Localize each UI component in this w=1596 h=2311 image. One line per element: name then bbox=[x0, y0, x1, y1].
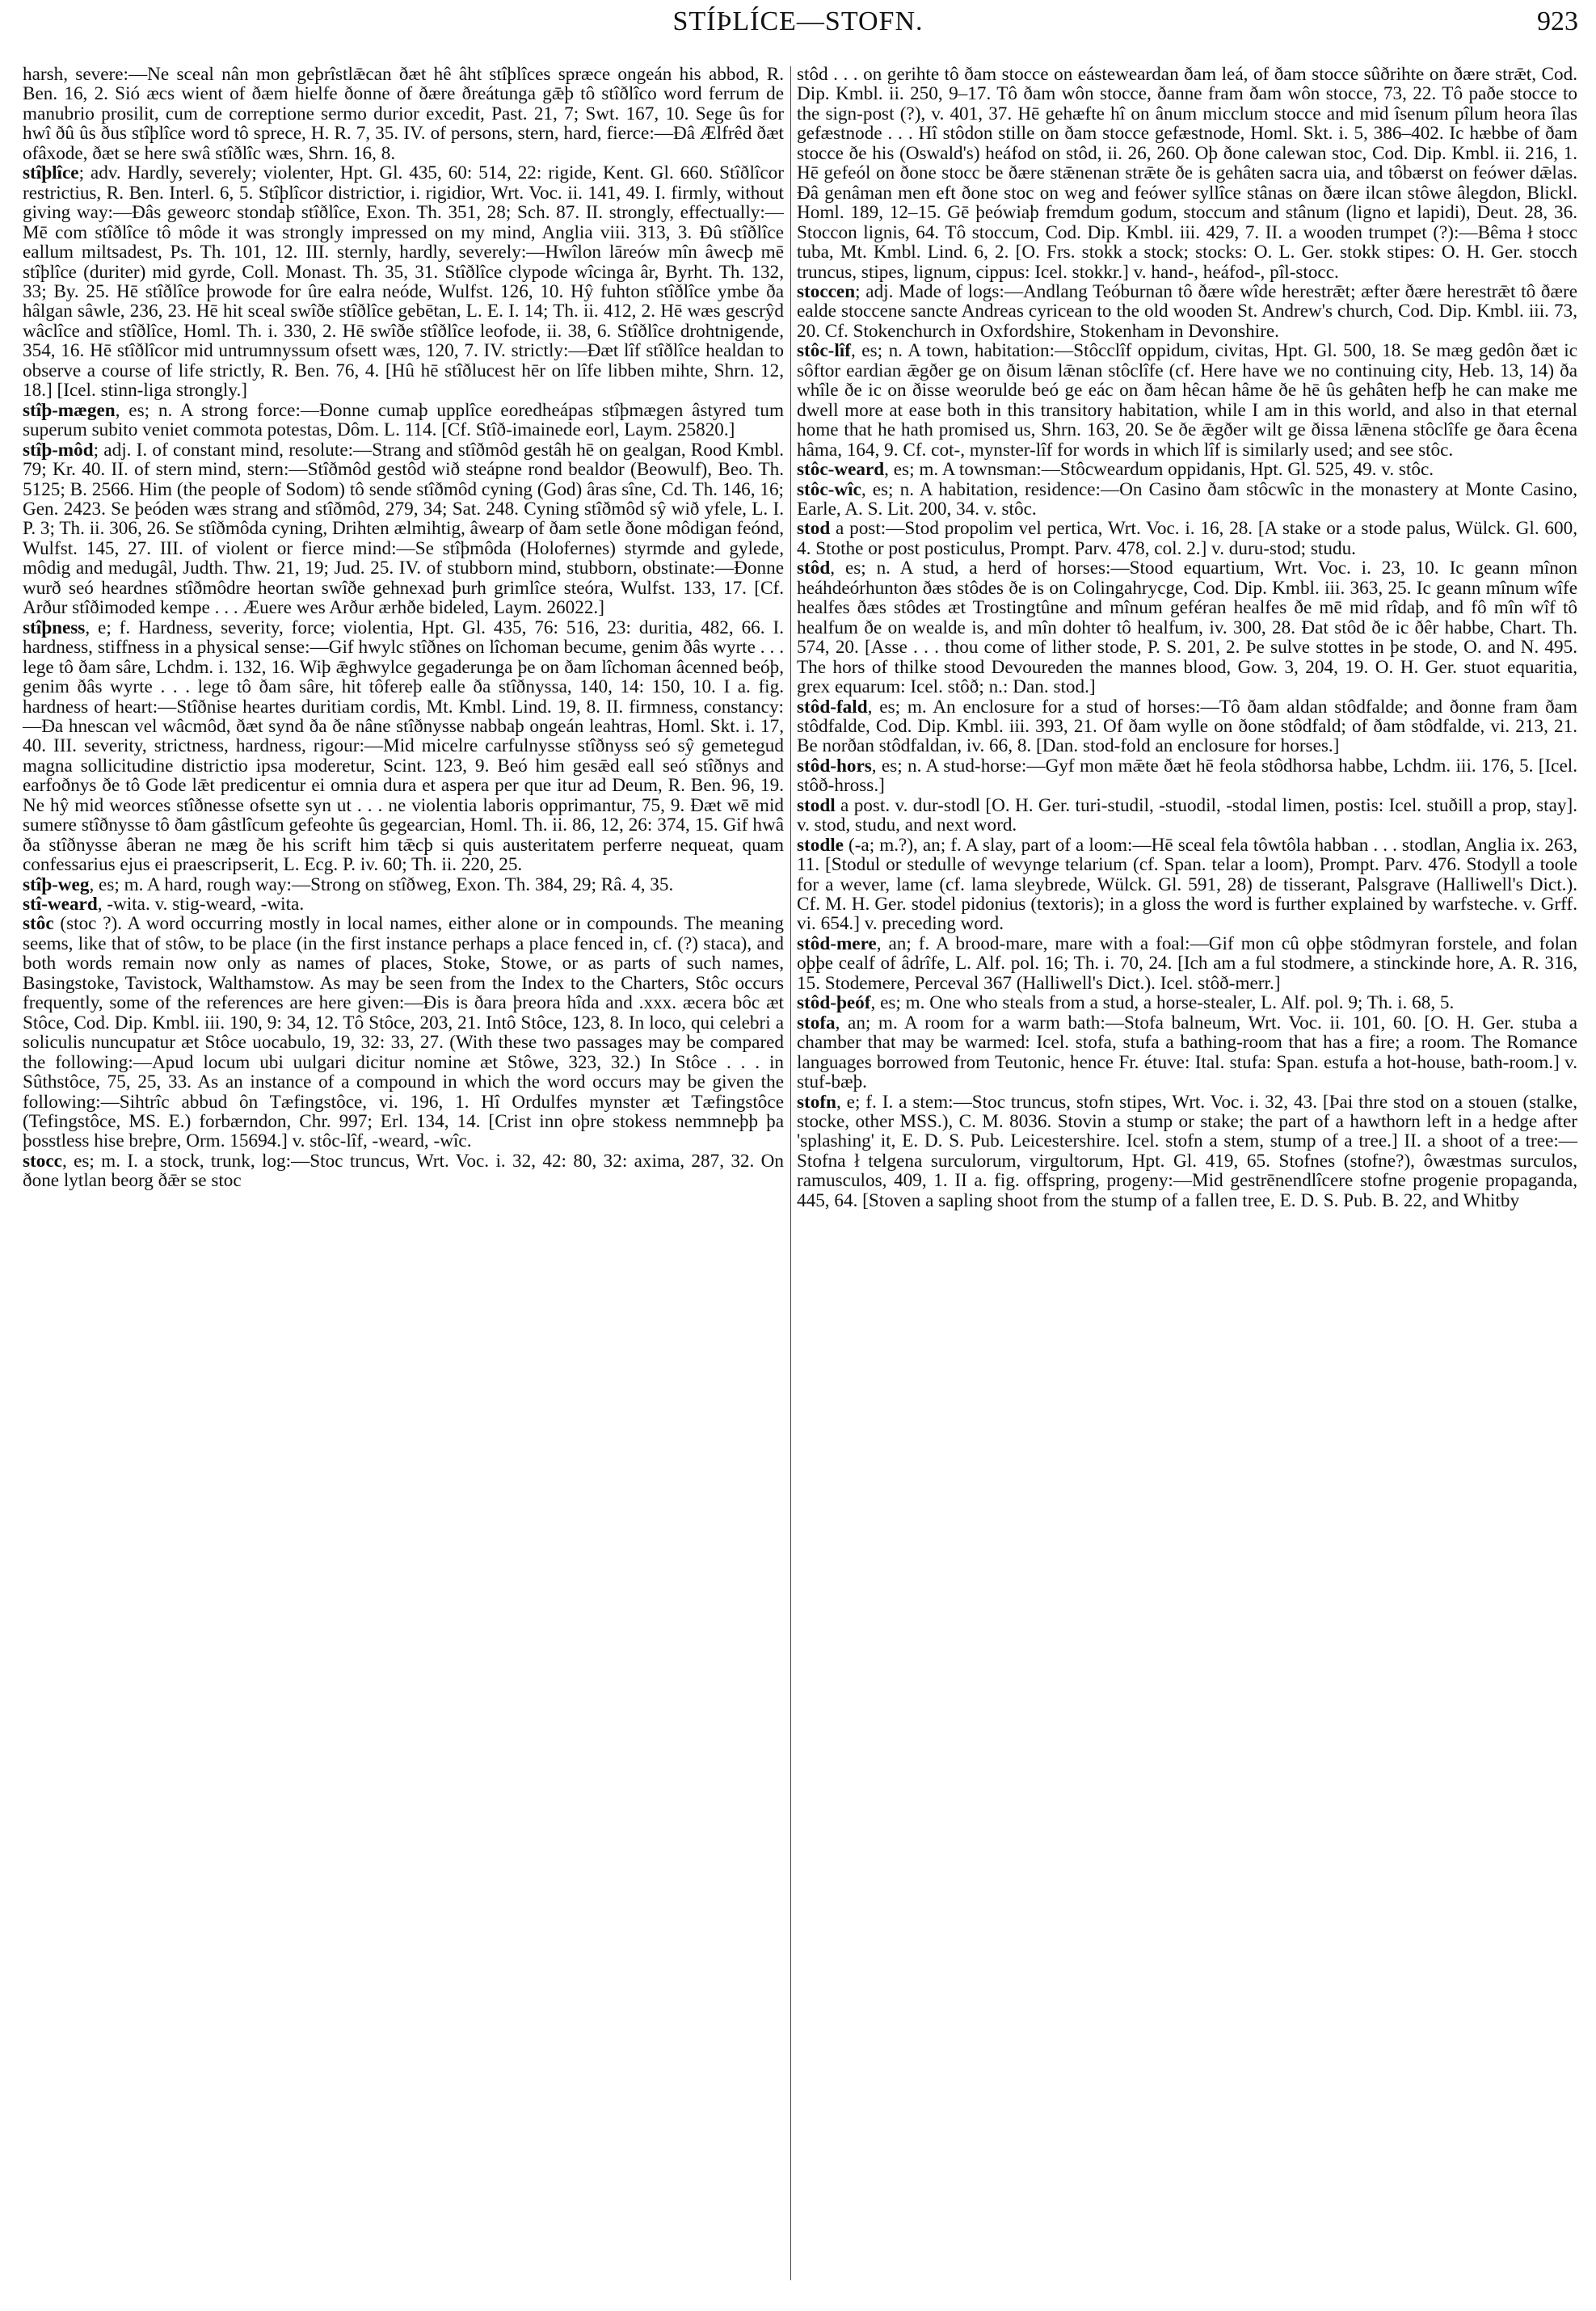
entry-headword: stî-weard bbox=[23, 894, 98, 916]
dictionary-entry bbox=[23, 65, 784, 163]
entry-headword: stôd-þeóf bbox=[797, 992, 871, 1014]
entry-body: stôd . . . on gerihte tô ðam stocce on eásteweardan ðam leá, of ðam stocce sûðrihte on ðære strǣt, Cod. Dip. Kmbl. ii. 250, 9–17. Tô ðam wôn stocce, ðanne fram ðam wôn stocce, 73, 22. Tô paðe stocce to the sign-post (?), v. 401, 37. Hē gehæfte hî on ânum micclum stocce and mid îsenum pîlum heora îlas gefæstnode . . . Hî stôdon stille on ðam stocce gefæstnode, Homl. Skt. i. 5, 386–402. Ic hæbbe of ðam stocce ðe his (Oswald's) heáfod on stôd, ii. 26, 260. Oþ ðone calewan stoc, Cod. Dip. Kmbl. ii. 216, 1. Hē gefeól on ðone stocc be ðære stǣnenan strǣte ðe is gehâten sacra uia, and tôbærst on feówer dǣlas. Ðâ genâman men eft ðone stoc on weg and feówer syllîce stânas on ðære ilcan stôwe âlegdon, Blickl. Homl. 189, 12–15. Gē þeówiaþ fremdum godum, stoccum and stânum (ligno et lapidi), Deut. 28, 36. Stoccon lignis, 64. Tô stoccum, Cod. Dip. Kmbl. iii. 429, 7. II. a wooden trumpet (?):—Bêma ł stocc tuba, Mt. Kmbl. Lind. 6, 2. [O. Frs. stokk a stock; stocks: O. L. Ger. stokk stipes: O. H. Ger. stocch truncus, stipes, lignum, cippus: Icel. stokkr.] v. hand-, heáfod-, pîl-stocc. bbox=[797, 64, 1577, 283]
entry-body: ; adj. I. of constant mind, resolute:—Strang and stîðmôd gestâh hē on gealgan, Rood Kmbl. 79; Kr. 40. II. of stern mind, stern:—Stîðmôd gestôd wið steápne rond bealdor (Beowulf), Beo. Th. 5125; B. 2566. Him (the people of Sodom) tô sende stîðmôd cyning (God) âras sîne, Cd. Th. 146, 16; Gen. 2423. Se þeóden wæs strang and stîðmôd, 279, 34; Sat. 248. Cyning stîðmôd sŷ wið yfele, L. I. P. 3; Th. ii. 306, 26. Se stîðmôda cyning, Drihten ælmihtig, âwearp of ðam setle ðone môdigan feónd, Wulfst. 145, 27. III. of violent or fierce mind:—Se stîþmôda (Holofernes) styrmde and gylede, môdig and medugâl, Judth. Thw. 21, 19; Jud. 25. IV. of stubborn mind, stubborn, obstinate:—Ðonne wurð seó heardnes stîðmôdre heortan swîðe gehnexad þurh grimlîce steóra, Wulfst. 133, 17. [Cf. Arður stîðimoded kempe . . . Æuere wes Arður ærhðe bideled, Laym. 26022.] bbox=[23, 439, 784, 619]
entry-body: , es; n. A town, habitation:—Stôcclîf oppidum, civitas, Hpt. Gl. 500, 18. Se mæg gedôn ðæt ic sôftor eardian ǣgðer ge on ðisum lǣnan stôclîfe (cf. Here have we no continuing city, Heb. 13, 14) ða whîle ðe ic on ðisse weorulde beó ge eác on ðam hêcan hâme ðe hē ûs gehâten hefþ he can make me dwell more at ease both in this transitory habitation, while I am in this world, and also in that eternal home that he hath promised us, Shrn. 163, 20. Se ðe ǣgðer wilt ge ðissa lǣnena stôclîfe ge ðara êcena hâma, 164, 9. Cf. cot-, mynster-lîf for words in which lîf is similarly used; and see stôc. bbox=[797, 340, 1577, 461]
dictionary-entry bbox=[797, 836, 1577, 934]
dictionary-entry bbox=[797, 697, 1577, 756]
dictionary-entry bbox=[23, 618, 784, 875]
entry-body: , es; n. A stud, a herd of horses:—Stood equartium, Wrt. Voc. i. 23, 10. Ic geann mînon heáhdeórhunton ðæs stôdes ðe is on Colingahrycge, Cod. Dip. Kmbl. iii. 363, 25. Ic geann mînum wîfe healfes ðæs stôdes æt Trostingtûne and mînum geféran healfes ðe mē mid rîdaþ, and fô mîn wîf tô healfum ðe on wealde is, and mîn dohter tô healfum, iv. 300, 28. Ðat stôd ðe ic ðêr habbe, Chart. Th. 574, 20. [Asse . . . thou come of lither stode, P. S. 201, 2. Þe sulve stottes in þe stode, O. and N. 495. The hors of thilke stood Devoureden the mannes blood, Gow. 3, 204, 19. O. H. Ger. stuot equaritia, grex equarum: Icel. stôð; n.: Dan. stod.] bbox=[797, 558, 1577, 698]
dictionary-entry bbox=[23, 914, 784, 1151]
entry-body: , es; n. A stud-horse:—Gyf mon mǣte ðæt hē feola stôdhorsa habbe, Lchdm. iii. 176, 5. [Icel. stôð-hross.] bbox=[797, 755, 1577, 797]
entry-body: (-a; m.?), an; f. A slay, part of a loom:—Hē sceal fela tôwtôla habban . . . stodlan, Anglia ix. 263, 11. [Stodul or stedulle of wevynge telarium (cf. Span. telar a loom), Prompt. Parv. 476. Stodyll a toole for a wever, lame (cf. lama sleybrede, Wülck. Gl. 591, 28) de tisserant, Palsgrave (Halliwell's Dict.). Cf. M. H. Ger. stodel pidonius (textoris); in a gloss the word is further explained by warfsteche. v. Grff. vi. 654.] v. preceding word. bbox=[797, 834, 1577, 935]
entry-body: , es; n. A strong force:—Ðonne cumaþ upplîce eoredheápas stîþmægen âstyred tum superum subito veniet commota potestas, Dôm. L. 114. [Cf. Stîð-imainede eorl, Laym. 25820.] bbox=[23, 399, 784, 441]
left-column bbox=[23, 65, 784, 1191]
entry-headword: stîþ-mægen bbox=[23, 399, 116, 421]
entry-headword: stofa bbox=[797, 1012, 836, 1033]
entry-body: ; adj. Made of logs:—Andlang Teóburnan tô ðære wîde herestrǣt; æfter ðære herestrǣt tô ðære ealde stoccene sancte Andreas cyricean to the old wooden St. Andrew's church, Cod. Dip. Kmbl. iii. 73, 20. Cf. Stokenchurch in Oxfordshire, Stokenham in Devonshire. bbox=[797, 280, 1577, 342]
entry-headword: stôd-hors bbox=[797, 755, 872, 777]
entry-headword: stofn bbox=[797, 1091, 836, 1113]
entry-body: , -wita. v. stig-weard, -wita. bbox=[97, 894, 305, 916]
entry-body: a post. v. dur-stodl [O. H. Ger. turi-studil, -stuodil, -stodal limen, postis: Icel. stuðill a prop, stay]. v. stod, studu, and next word. bbox=[797, 794, 1577, 836]
entry-headword: stod bbox=[797, 518, 831, 540]
entry-body: , es; n. A habitation, residence:—On Casino ðam stôcwîc in the monastery at Monte Casino, Earle, A. S. Lit. 200, 34. v. stôc. bbox=[797, 478, 1577, 520]
entry-headword: stôc-wîc bbox=[797, 478, 861, 500]
entry-headword: stôc-lîf bbox=[797, 340, 851, 362]
dictionary-entry bbox=[797, 519, 1577, 558]
entry-headword: stoccen bbox=[797, 280, 856, 302]
dictionary-entry bbox=[23, 440, 784, 618]
entry-body: , es; m. One who steals from a stud, a horse-stealer, L. Alf. pol. 9; Th. i. 68, 5. bbox=[870, 992, 1455, 1014]
dictionary-entry bbox=[23, 1151, 784, 1191]
entry-headword: stîþ-môd bbox=[23, 439, 94, 461]
dictionary-entry bbox=[797, 341, 1577, 460]
entry-headword: stôd bbox=[797, 558, 831, 579]
entry-headword: stôc bbox=[23, 913, 54, 935]
dictionary-entry bbox=[797, 558, 1577, 697]
entry-body: (stoc ?). A word occurring mostly in local names, either alone or in compounds. The meaning seems, like that of stôw, to be place (in the first instance perhaps a place fenced in, cf. (?) staca), and both words remain now only as names of places, Stoke, Stowe, or as parts of such names, Basingstoke, Tavistock, Walthamstow. As may be seen from the Index to the Charters, Stôc occurs frequently, some of the references are here given:—Ðis is ðara þreora hîda and .xxx. æcera bôc æt Stôce, Cod. Dip. Kmbl. iii. 190, 9: 34, 12. Tô Stôce, 203, 21. Intô Stôce, 123, 8. In loco, qui celebri a soliculis nuncupatur æt Stôce uocabulo, 19, 32: 33, 27. (With these two passages may be compared the following:—Apud locum ubi uulgari dicitur nomine æt Stôwe, 323, 32.) In Stôce . . . in Sûthstôce, 75, 25, 33. As an instance of a compound in which the word occurs may be given the following:—Sihtrîc abbud ôn Tæfingstôce, vi. 196, 1. Hî Ordulfes mynster æt Tæfingstôce (Tefingstôce, MS. E.) forbærndon, Chr. 997; Erl. 134, 14. [Crist inn oþre stokess nemmneþþ þa þosstless hise breþre, Orm. 15694.] v. stôc-lîf, -weard, -wîc. bbox=[23, 913, 784, 1152]
entry-body: harsh, severe:—Ne sceal nân mon geþrîstlǣcan ðæt hê âht stîþlîces spræce ongeán his abbod, R. Ben. 16, 2. Sió æcs wient of ðæm hielfe ðonne of ðære ðreátunga gǣþ tô stîðlîco word ferrum de manubrio prosilit, cum de correptione sermo durior excedit, Past. 21, 7; Swt. 167, 10. Sege ûs for hwî ðû ûs ðus stîþlîce word tô sprece, H. R. 7, 35. IV. of persons, stern, hard, fierce:—Ðâ Ælfrêd ðæt ofâxode, ðæt se here swâ stîðlîc wæs, Shrn. 16, 8. bbox=[23, 64, 784, 164]
dictionary-entry bbox=[23, 401, 784, 440]
dictionary-entry bbox=[797, 993, 1577, 1012]
entry-body: , e; f. Hardness, severity, force; violentia, Hpt. Gl. 435, 76: 516, 23: duritia, 482, 66. I. hardness, stiffness in a physical sense:—Gif hwylc stîðnes on lîchoman becume, genim ðâs wyrte . . . lege tô ðam sâre, Lchdm. i. 132, 16. Wiþ ǣghwylce gegaderunga þe on ðam lîchoman âcenned beóþ, genim ðâs wyrte . . . lege tô ðam sâre, hit tôfereþ ealle ða stîðnyssa, 140, 14: 150, 10. I a. fig. hardness of heart:—Stîðnise heartes duritiam cordis, Mt. Kmbl. Lind. 19, 8. II. firmness, constancy:—Ða hnescan vel wâcmôd, ðæt synd ða ðe nâne stîðnysse nabbaþ ongeán leahtras, Homl. Skt. i. 17, 40. III. severity, strictness, hardness, rigour:—Mid micelre carfulnysse stîðnyss seó sŷ gemetegud magna sollicitudine districtio ipsa moderetur, Scint. 123, 9. Beó him gesǣd eall seó stîðnys and earfoðnys ðe tô Gode lǣt predicentur ei omnia dura et aspera per que itur ad Deum, R. Ben. 96, 19. Ne hŷ mid weorces stîðnesse ofsette syn ut . . . ne violentia laboris opprimantur, 75, 9. Ðæt wē mid sumere stîðnysse tô ðam gâstlîcum gefeohte ûs gegearcian, Homl. Th. ii. 86, 12, 26: 374, 15. Gif hwâ ða stîðnysse âberan ne mæg ðe his scrift him tǣcþ si quis austeritatem perferre nequeat, quam confessarius ejus ei praescripserit, L. Ecg. P. iv. 60; Th. ii. 220, 25. bbox=[23, 617, 784, 876]
entry-body: ; adv. Hardly, severely; violenter, Hpt. Gl. 435, 60: 514, 22: rigide, Kent. Gl. 660. Stîðlîcor restrictius, R. Ben. Interl. 6, 5. Stîþlîcor districtior, i. rigidior, Wrt. Voc. ii. 141, 49. I. firmly, without giving way:—Ðâs geweorc stondaþ stîðlîce, Exon. Th. 351, 28; Sch. 87. II. strongly, effectually:—Mē com stîðlîce tô môde it was strongly impressed on my mind, Anglia viii. 313, 3. Ðû stîðlîce eallum miltsadest, Ps. Th. 101, 12. III. sternly, hardly, severely:—Hwîlon lāreów mîn âwecþ mē stîþlîce (duriter) mid gyrde, Coll. Monast. Th. 35, 31. Stîðlîce clypode wîcinga âr, Byrht. Th. 132, 33; By. 25. Hē stîðlîce þrowode for ûre ealra neóde, Wulfst. 126, 10. Hŷ fuhton stîðlîce ymbe ða hâlgan sâwle, 236, 23. Hē hit sceal swîðe stîðlîce gebētan, L. E. I. 14; Th. ii. 412, 2. Hē wæs gescrŷd wâclîce and stîðlîce, Homl. Th. i. 330, 2. Hē swîðe stîðlîce leofode, ii. 38, 6. Stîðlîce drohtnigende, 354, 16. Hē stîðlîcor mid untrumnyssum ofsett wæs, 120, 7. IV. strictly:—Ðæt lîf stîðlîce healdan to observe a course of life strictly, R. Ben. 76, 4. [Hû hē stîðlucest hēr on lîfe libben mihte, Shrn. 12, 18.] [Icel. stinn-liga strongly.] bbox=[23, 162, 784, 402]
entry-body: a post:—Stod propolim vel pertica, Wrt. Voc. i. 16, 28. [A stake or a stode palus, Wülck. Gl. 600, 4. Stothe or post posticulus, Prompt. Parv. 478, col. 2.] v. duru-stod; studu. bbox=[797, 518, 1577, 559]
dictionary-entry bbox=[797, 756, 1577, 796]
entry-headword: stodle bbox=[797, 834, 844, 856]
dictionary-entry bbox=[23, 163, 784, 400]
entry-headword: stîþness bbox=[23, 617, 86, 638]
entry-headword: stîþlîce bbox=[23, 162, 79, 184]
entry-body: , an; m. A room for a warm bath:—Stofa balneum, Wrt. Voc. ii. 101, 60. [O. H. Ger. stuba a chamber that may be warmed: Icel. stofa, stufa a bathing-room that has a fire; a room. The Romance languages borrowed from Teutonic, hence Fr. étuve: Ital. stufa: Span. estufa a hot-house, bath-room.] v. stuf-bæþ. bbox=[797, 1012, 1577, 1093]
column-divider bbox=[790, 66, 791, 2280]
dictionary-entry bbox=[797, 460, 1577, 479]
dictionary-entry bbox=[797, 282, 1577, 341]
entry-headword: stôd-fald bbox=[797, 696, 868, 718]
entry-body: , es; m. An enclosure for a stud of horses:—Tô ðam aldan stôdfalde; and ðonne fram ðam stôdfalde, Cod. Dip. Kmbl. iii. 393, 21. Of ðam wylle on ðone stôdfald; of ðam stôdfalde, vi. 213, 21. Be norðan stôdfaldan, iv. 66, 8. [Dan. stod-fold an enclosure for horses.] bbox=[797, 696, 1577, 757]
dictionary-entry bbox=[797, 796, 1577, 836]
dictionary-entry bbox=[23, 895, 784, 914]
dictionary-entry bbox=[23, 875, 784, 895]
dictionary-entry bbox=[797, 65, 1577, 282]
entry-body: , an; f. A brood-mare, mare with a foal:—Gif mon cû oþþe stôdmyran forstele, and folan oþþe cealf of âdrîfe, L. Alf. pol. 16; Th. i. 70, 24. [Ich am a ful stodmere, a stinckinde hore, A. R. 316, 15. Stodemere, Perceval 367 (Halliwell's Dict.). Icel. stôð-merr.] bbox=[797, 932, 1577, 994]
entry-headword: stîþ-weg bbox=[23, 873, 90, 895]
right-column bbox=[797, 65, 1577, 1210]
entry-headword: stodl bbox=[797, 794, 836, 816]
dictionary-entry bbox=[797, 934, 1577, 993]
entry-body: , es; m. A hard, rough way:—Strong on stîðweg, Exon. Th. 384, 29; Râ. 4, 35. bbox=[89, 873, 674, 895]
dictionary-entry bbox=[797, 1092, 1577, 1211]
entry-headword: stôc-weard bbox=[797, 459, 885, 481]
entry-headword: stocc bbox=[23, 1150, 62, 1172]
entry-body: , e; f. I. a stem:—Stoc truncus, stofn stipes, Wrt. Voc. i. 32, 43. [Þai thre stod on a stouen (stalke, stocke, other MSS.), C. M. 8036. Stovin a stump or stake; the part of a hawthorn left in a hedge after 'splashing' it, E. D. S. Pub. Leicestershire. Icel. stofn a stem, stump of a tree.] II. a shoot of a tree:—Stofna ł telgena surculorum, virgultorum, Hpt. Gl. 419, 65. Stofnes (stofne?), ôwæstmas surculos, ramusculos, 409, 1. II a. fig. offspring, progeny:—Mid gestrēnendlîcere stofne progenie propaganda, 445, 64. [Stoven a sapling shoot from the stump of a fallen tree, E. D. S. Pub. B. 22, and Whitby bbox=[797, 1091, 1577, 1211]
dictionary-entry bbox=[797, 480, 1577, 520]
entry-headword: stôd-mere bbox=[797, 932, 877, 954]
dictionary-entry bbox=[797, 1013, 1577, 1092]
page-running-title: STÍÞLÍCE—STOFN. bbox=[672, 6, 924, 36]
entry-body: , es; m. I. a stock, trunk, log:—Stoc truncus, Wrt. Voc. i. 32, 42: 80, 32: axima, 287, 32. On ðone lytlan beorg ðǣr se stoc bbox=[23, 1150, 784, 1192]
page-number: 923 bbox=[1537, 6, 1578, 36]
entry-body: , es; m. A townsman:—Stôcweardum oppidanis, Hpt. Gl. 525, 49. v. stôc. bbox=[884, 459, 1434, 481]
